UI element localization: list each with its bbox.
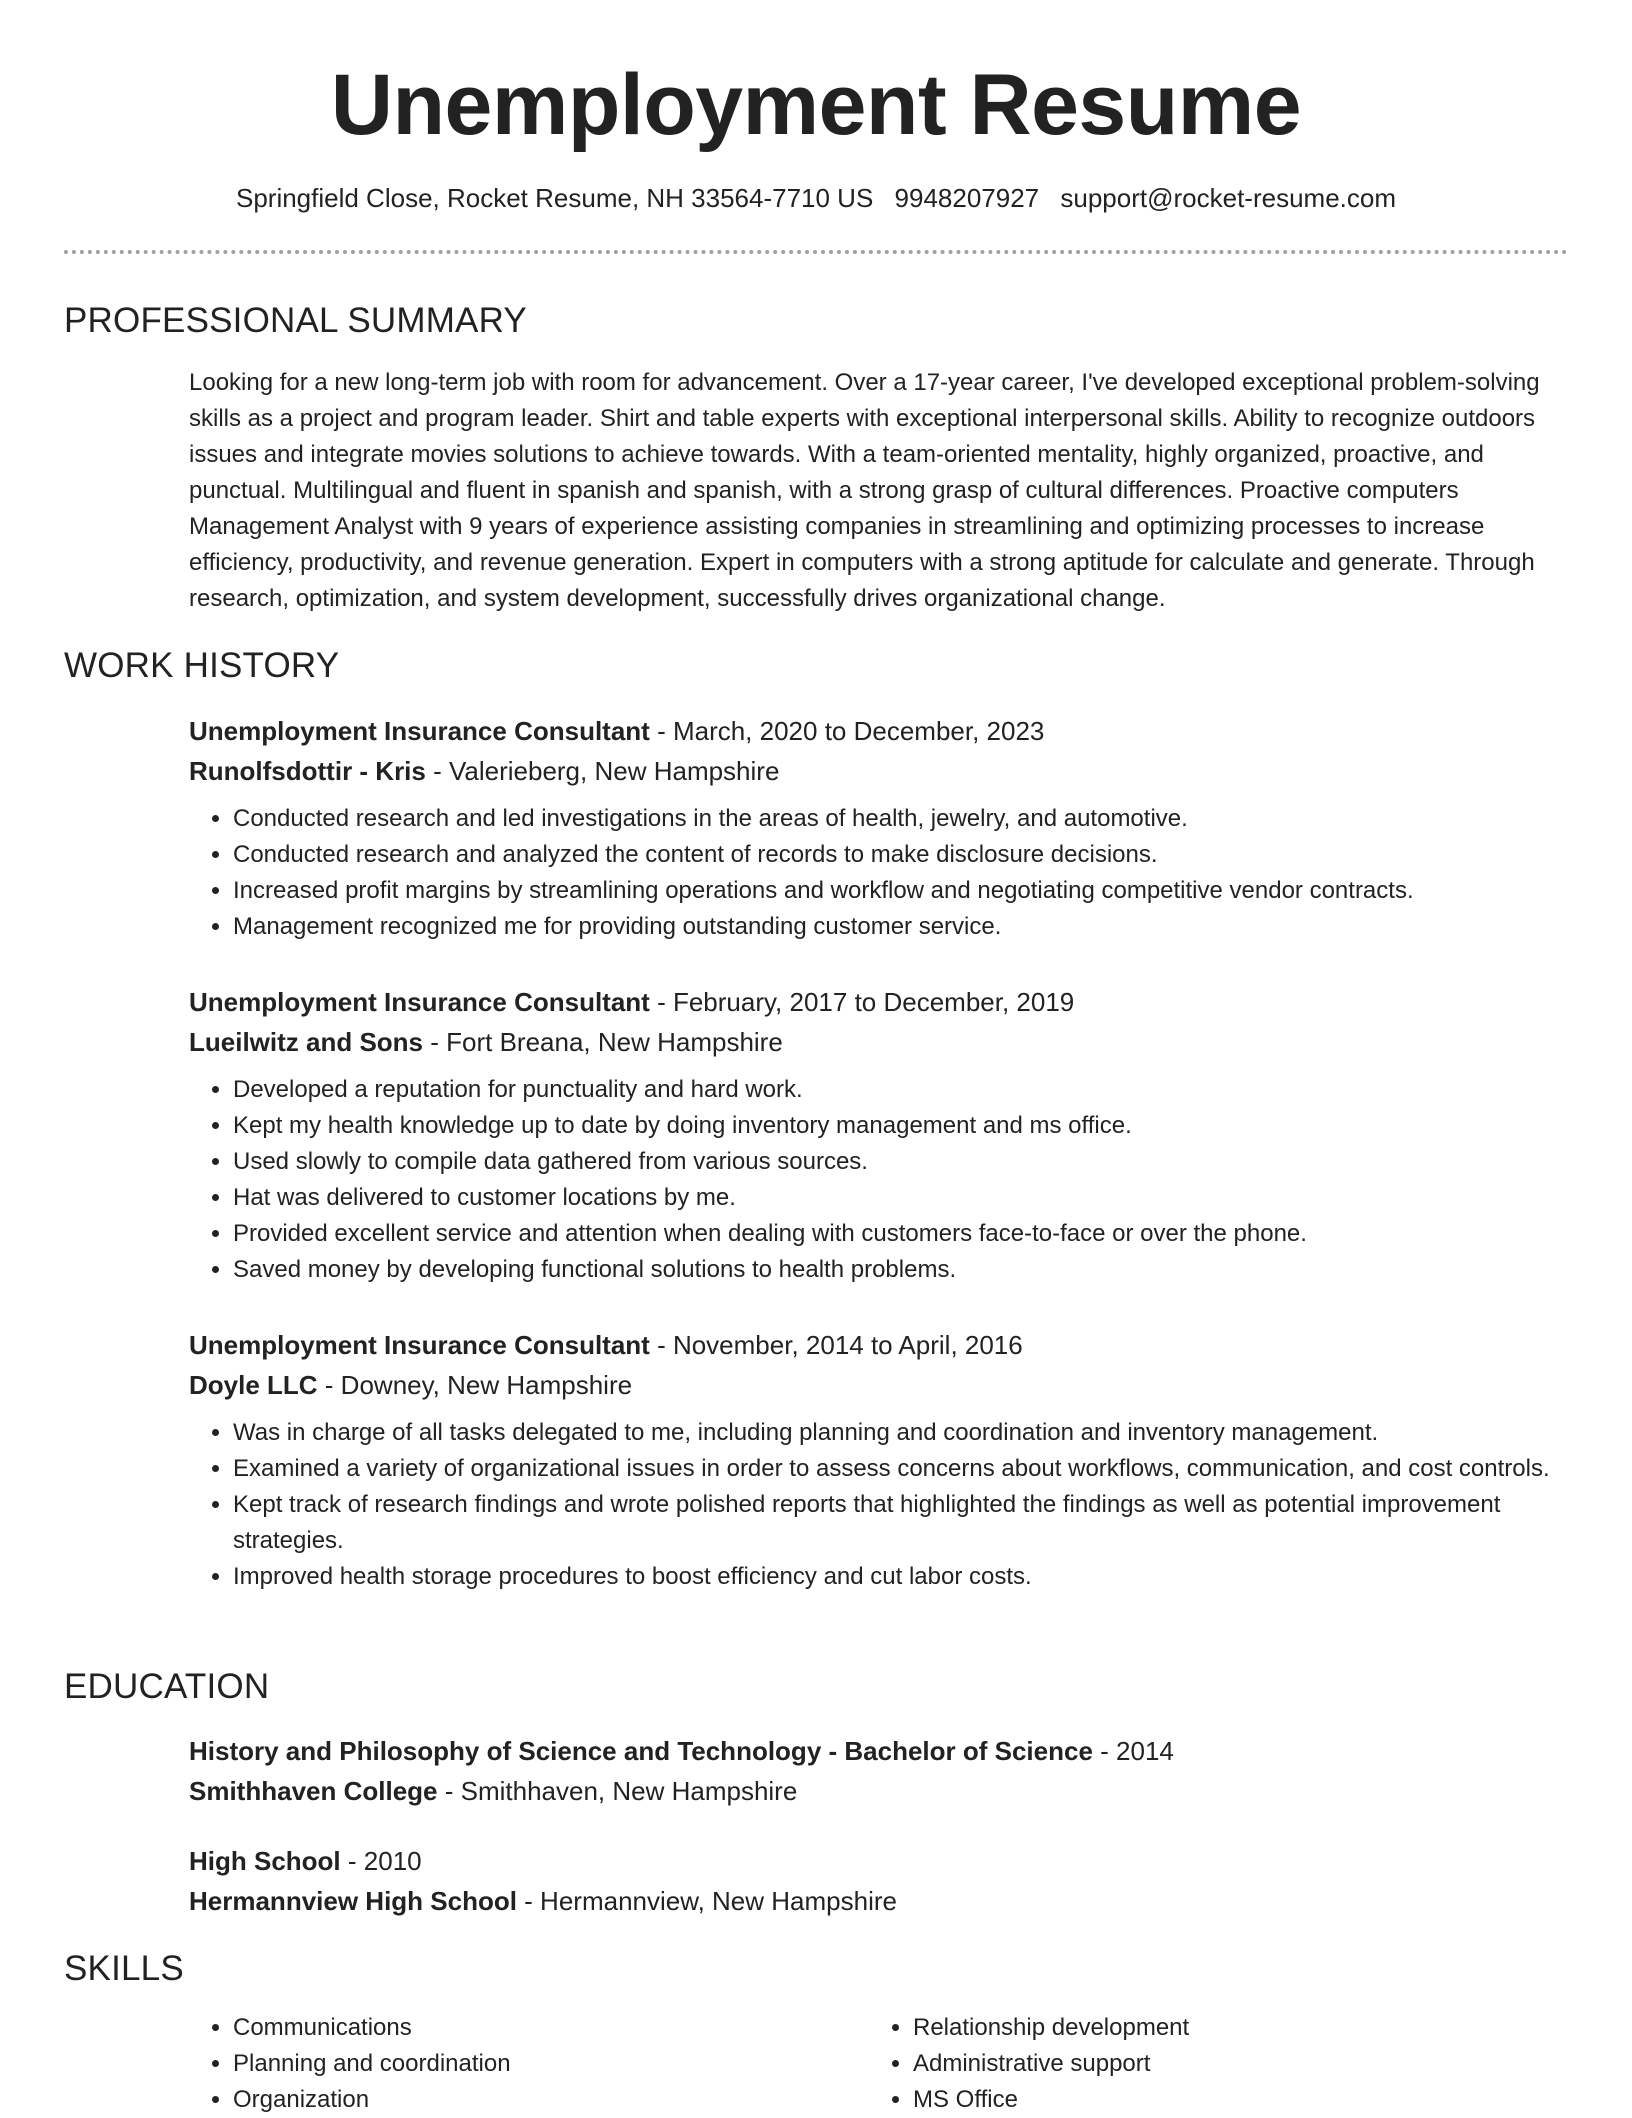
job-dates: - March, 2020 to December, 2023 xyxy=(649,716,1045,746)
job-location: - Valerieberg, New Hampshire xyxy=(425,756,780,786)
job-bullet: • Provided excellent service and attention when dealing with customers face-to-face or over the phone. xyxy=(233,1216,1569,1252)
job-title-line xyxy=(189,711,1569,751)
degree-year: - 2010 xyxy=(340,1846,422,1876)
skills-list xyxy=(869,2010,1469,2118)
job-bullet: • Conducted research and led investigations in the areas of health, jewelry, and automotive. xyxy=(233,801,1569,837)
job-bullet: • Management recognized me for providing outstanding customer service. xyxy=(233,909,1569,945)
job-location: - Downey, New Hampshire xyxy=(317,1370,633,1400)
job-title-line xyxy=(189,982,1569,1022)
job-dates: - November, 2014 to April, 2016 xyxy=(649,1330,1023,1360)
job-dates: - February, 2017 to December, 2019 xyxy=(649,987,1075,1017)
job-company-line xyxy=(189,751,1569,791)
summary-heading: PROFESSIONAL SUMMARY xyxy=(64,301,527,340)
job-bullets xyxy=(189,1072,1569,1288)
school-location: - Hermannview, New Hampshire xyxy=(516,1886,897,1916)
degree-name: History and Philosophy of Science and Technology - Bachelor of Science xyxy=(189,1736,1093,1766)
job-bullet: • Hat was delivered to customer locations by me. xyxy=(233,1180,1569,1216)
job-bullet: • Developed a reputation for punctuality and hard work. xyxy=(233,1072,1569,1108)
job-bullet: • Kept track of research findings and wrote polished reports that highlighted the findings as well as potential improvement strategies. xyxy=(233,1487,1569,1559)
job-title: Unemployment Insurance Consultant xyxy=(189,716,650,746)
education-entry xyxy=(189,1731,1569,1811)
skills-column-right xyxy=(869,2010,1469,2118)
job-bullet: • Increased profit margins by streamlining operations and workflow and negotiating competitive vendor contracts. xyxy=(233,873,1569,909)
degree-line xyxy=(189,1841,1569,1881)
job-bullet: • Used slowly to compile data gathered from various sources. xyxy=(233,1144,1569,1180)
job-title: Unemployment Insurance Consultant xyxy=(189,1330,650,1360)
skill-item: • Administrative support xyxy=(913,2046,1469,2082)
job-bullet: • Kept my health knowledge up to date by doing inventory management and ms office. xyxy=(233,1108,1569,1144)
job-bullets xyxy=(189,801,1569,945)
job-bullets xyxy=(189,1415,1569,1595)
job-bullet: • Conducted research and analyzed the content of records to make disclosure decisions. xyxy=(233,837,1569,873)
degree-line xyxy=(189,1731,1569,1771)
job-company-line xyxy=(189,1365,1569,1405)
skill-item: • Planning and coordination xyxy=(233,2046,789,2082)
work-history-heading: WORK HISTORY xyxy=(64,646,340,685)
summary-text: Looking for a new long-term job with room for advancement. Over a 17-year career, I've developed exceptional problem-solving skills as a project and program leader. Shirt and table experts with exceptional interpersonal skills. Ability to recognize outdoors issues and integrate movies solutions to achieve towards. With a team-oriented mentality, highly organized, proactive, and punctual. Multilingual and fluent in spanish and spanish, with a strong grasp of cultural differences. Proactive computers Management Analyst with 9 years of experience assisting companies in streamlining and optimizing processes to increase efficiency, productivity, and revenue generation. Expert in computers with a strong aptitude for calculate and generate. Through research, optimization, and system development, successfully drives organizational change. xyxy=(189,369,1540,612)
job-entry xyxy=(189,982,1569,1288)
school-name: Smithhaven College xyxy=(189,1776,438,1806)
job-company: Lueilwitz and Sons xyxy=(189,1027,424,1057)
skills-column-left xyxy=(189,2010,789,2118)
job-location: - Fort Breana, New Hampshire xyxy=(423,1027,783,1057)
contact-address: Springfield Close, Rocket Resume, NH 33564-7710 US xyxy=(235,183,874,213)
degree-year: - 2014 xyxy=(1092,1736,1174,1766)
job-company: Doyle LLC xyxy=(189,1370,318,1400)
education-entry xyxy=(189,1841,1569,1921)
job-bullet: • Was in charge of all tasks delegated to me, including planning and coordination and inventory management. xyxy=(233,1415,1569,1451)
contact-line xyxy=(0,180,1632,216)
job-company-line xyxy=(189,1022,1569,1062)
job-bullet: • Saved money by developing functional solutions to health problems. xyxy=(233,1252,1569,1288)
job-bullet: • Improved health storage procedures to boost efficiency and cut labor costs. xyxy=(233,1559,1569,1595)
job-bullet: • Examined a variety of organizational issues in order to assess concerns about workflows, communication, and cost controls. xyxy=(233,1451,1569,1487)
skill-item: • Relationship development xyxy=(913,2010,1469,2046)
skill-item: • Organization xyxy=(233,2082,789,2118)
skills-heading: SKILLS xyxy=(64,1949,184,1988)
school-name: Hermannview High School xyxy=(189,1886,517,1916)
job-company: Runolfsdottir - Kris xyxy=(189,756,426,786)
school-location: - Smithhaven, New Hampshire xyxy=(437,1776,798,1806)
degree-name: High School xyxy=(189,1846,341,1876)
contact-email: support@rocket-resume.com xyxy=(1060,183,1397,213)
resume-name: Unemployment Resume xyxy=(330,57,1302,153)
job-entry xyxy=(189,711,1569,945)
skills-list xyxy=(189,2010,789,2118)
school-line xyxy=(189,1881,1569,1921)
education-heading: EDUCATION xyxy=(64,1667,270,1706)
school-line xyxy=(189,1771,1569,1811)
contact-phone: 9948207927 xyxy=(894,183,1040,213)
skill-item: • Communications xyxy=(233,2010,789,2046)
header-divider xyxy=(64,250,1568,254)
job-title: Unemployment Insurance Consultant xyxy=(189,987,650,1017)
skill-item: • MS Office xyxy=(913,2082,1469,2118)
job-entry xyxy=(189,1325,1569,1595)
job-title-line xyxy=(189,1325,1569,1365)
